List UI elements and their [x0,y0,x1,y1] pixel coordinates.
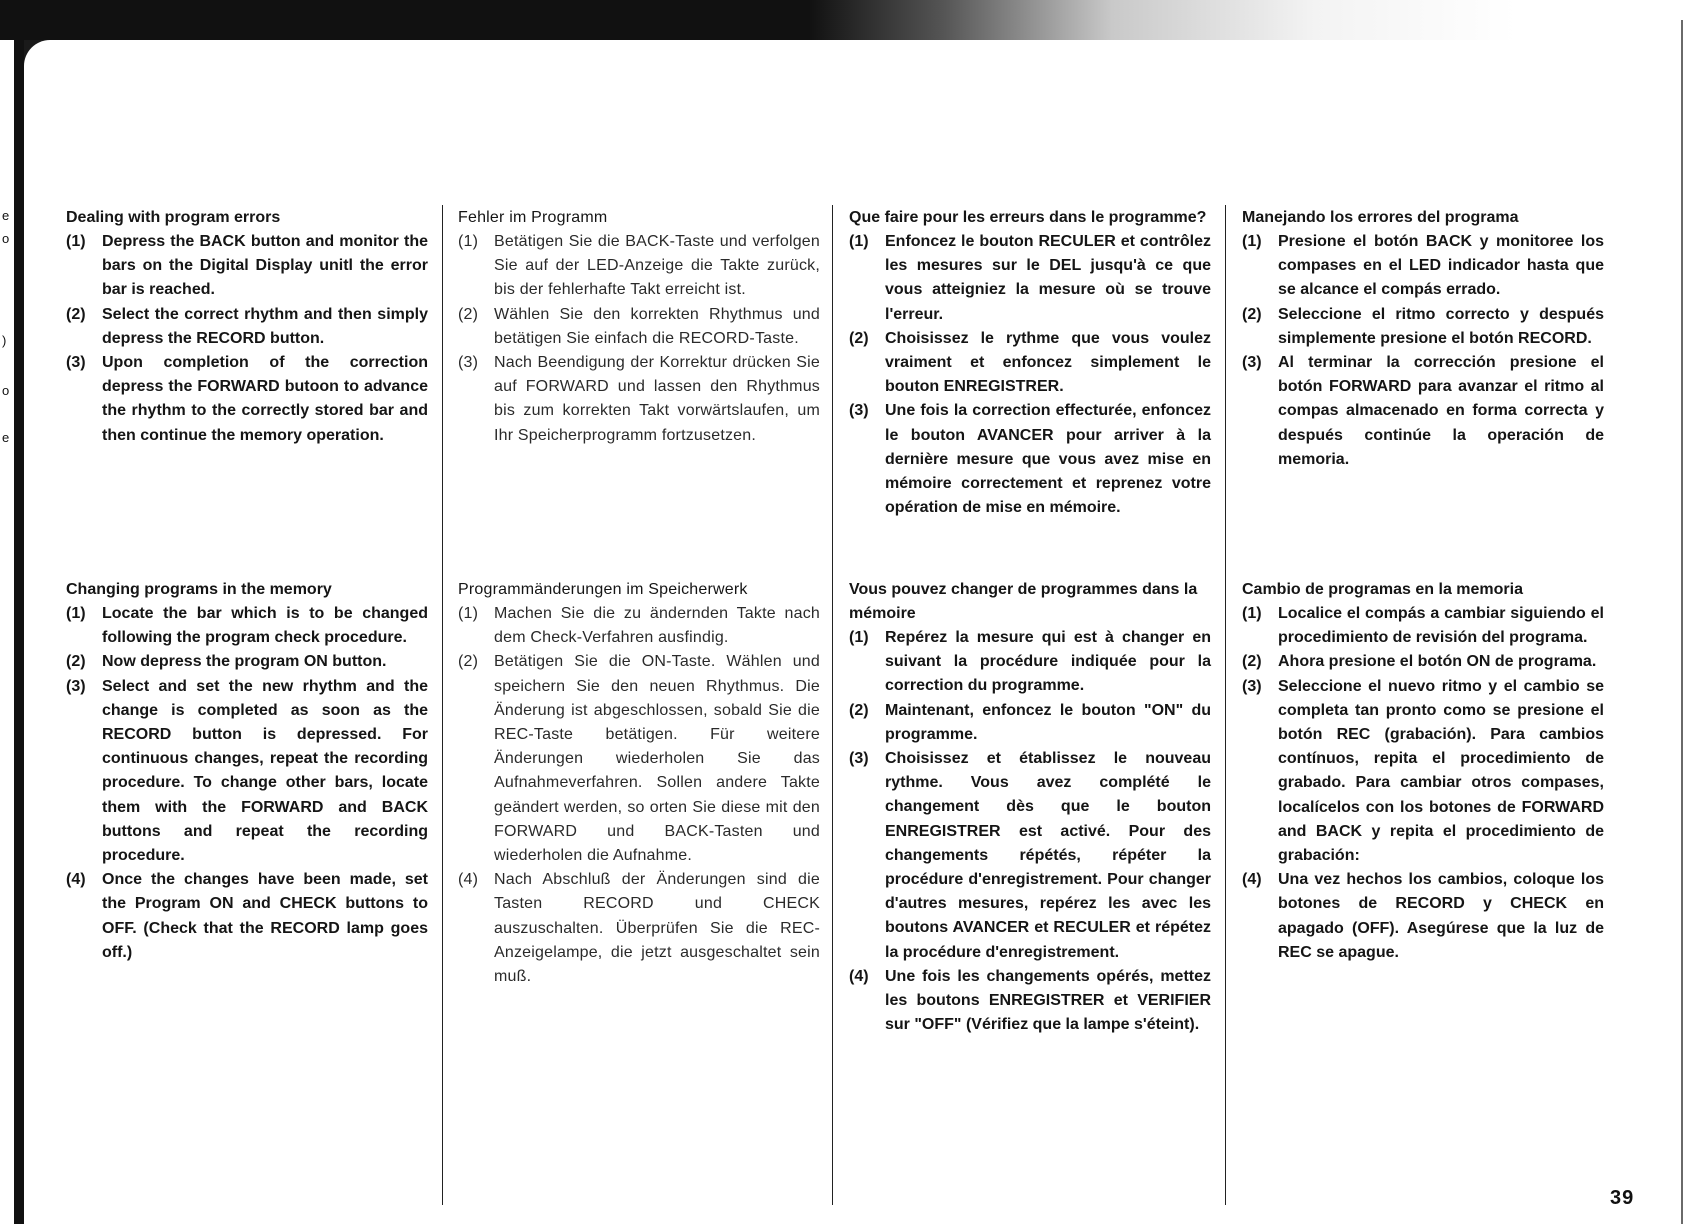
step-text: Une fois les changements opérés, mettez les boutons ENREGISTRER et VERIFIER sur "OFF" (Vérifiez que la lampe s'éteint). [885,967,1211,1034]
section-heading: Fehler im Programm [458,209,608,226]
step-text: Wählen Sie den korrekten Rhythmus und betätigen Sie einfach die RECORD-Taste. [494,305,820,347]
step-text: Upon completion of the correction depress the FORWARD butoon to advance the rhythm to the correctly stored bar and then continue the memory operation. [102,354,428,444]
scan-top-edge [0,0,1685,40]
step-text: Select the correct rhythm and then simply depress the RECORD button. [102,305,428,347]
step-item [458,230,820,303]
step-item [458,868,820,989]
step-number: (1) [458,233,479,250]
step-text: Seleccione el ritmo correcto y después simplemente presione el botón RECORD. [1278,305,1604,347]
step-item [849,626,1211,699]
section-program-errors [1242,206,1604,472]
step-number: (3) [849,402,869,420]
step-item [1242,675,1604,869]
section-heading: Dealing with program errors [66,209,281,226]
step-text: Choisissez et établissez le nouveau rythme. Vous avez complété le changement dès que le bouton ENREGISTRER est activé. Pour des changements répétés, répéter la procédure d'enregistrement. Pour changer d'autres mesures, repérez les avec les boutons AVANCER et RECULER et répétez la procédure d'enregistrement. [885,750,1211,961]
step-item [66,602,428,650]
step-number: (4) [849,967,869,985]
step-item [849,327,1211,400]
step-text: Machen Sie die zu ändernden Takte nach dem Check-Verfahren ausfindig. [494,605,820,647]
section-changing-programs [1242,578,1604,965]
step-number: (1) [849,233,869,250]
step-text: Una vez hechos los cambios, coloque los botones de RECORD y CHECK en apagado (OFF). Asegúrese que la luz de REC se apague. [1278,871,1604,961]
step-item [849,747,1211,965]
step-number: (2) [1242,653,1262,671]
section-changing-programs [458,578,820,989]
step-text: Depress the BACK button and monitor the bars on the Digital Display unitl the error bar is reached. [102,233,428,299]
step-text: Now depress the program ON button. [102,653,387,671]
step-item [1242,230,1604,303]
step-list [66,602,428,965]
step-item [1242,602,1604,650]
section-changing-programs [66,578,428,965]
step-item [66,675,428,869]
step-number: (1) [66,605,86,622]
step-number: (3) [66,354,86,372]
step-list [458,602,820,989]
step-text: Select and set the new rhythm and the change is completed as soon as the RECORD button is depressed. For continuous changes, repeat the recording procedure. To change other bars, locate them with the FORWARD and BACK buttons and repeat the recording procedure. [102,677,428,865]
step-list [1242,230,1604,472]
edge-mark: o [2,383,10,398]
step-item [849,399,1211,520]
step-item [1242,650,1604,674]
step-text: Locate the bar which is to be changed following the program check procedure. [102,605,428,647]
step-item [849,699,1211,747]
edge-mark: e [2,208,10,223]
section-heading: Programmänderungen im Speicherwerk [458,581,748,598]
step-number: (3) [1242,677,1262,695]
step-item [66,650,428,674]
step-number: (2) [1242,305,1262,323]
step-number: (1) [66,233,86,250]
step-text: Seleccione el nuevo ritmo y el cambio se completa tan pronto como se presione el botón REC (grabación). Para cambios contínuos, repita el procedimiento de grabado. Para cambiar otros compases, localícelos con los botones de FORWARD and BACK y repita el procedimiento de grabación: [1278,677,1604,865]
step-text: Maintenant, enfoncez le bouton "ON" du programme. [885,701,1211,743]
step-list [66,230,428,448]
step-number: (2) [849,329,869,347]
edge-mark: o [2,231,10,246]
step-number: (4) [1242,871,1262,889]
step-list [849,230,1211,520]
step-number: (3) [1242,354,1262,372]
section-heading: Que faire pour les erreurs dans le programme? [849,209,1207,226]
step-number: (3) [66,677,86,695]
step-number: (1) [1242,605,1262,622]
step-number: (1) [1242,233,1262,250]
step-number: (1) [458,605,479,622]
step-item [66,303,428,351]
step-item [1242,303,1604,351]
step-number: (3) [849,750,869,768]
section-program-errors [66,206,428,448]
edge-mark: e [2,430,10,445]
step-item [458,303,820,351]
step-list [458,230,820,448]
section-heading: Manejando los errores del programa [1242,209,1519,226]
step-text: Presione el botón BACK y monitoree los compases en el LED indicador hasta que se alcance el compás errado. [1278,233,1604,299]
step-text: Ahora presione el botón ON de programa. [1278,653,1597,671]
page-number: 39 [1610,1187,1635,1209]
step-item [66,868,428,965]
step-text: Once the changes have been made, set the Program ON and CHECK buttons to OFF. (Check that the RECORD lamp goes off.) [102,871,428,961]
step-list [1242,602,1604,965]
step-text: Une fois la correction effecturée, enfoncez le bouton AVANCER pour arriver à la dernière mesure que vous avez mise en mémoire correctement et reprenez votre opération de mise en mémoire. [885,402,1211,517]
step-item [66,230,428,303]
step-text: Repérez la mesure qui est à changer en suivant la procédure indiquée pour la correction du programme. [885,629,1211,695]
step-item [849,965,1211,1038]
step-item [458,602,820,650]
step-text: Betätigen Sie die ON-Taste. Wählen und speichern Sie den neuen Rhythmus. Die Änderung ist abgeschlossen, sobald Sie die REC-Taste betätigen. Für weitere Änderungen wiederholen Sie das Aufnahmeverfahren. Sollen andere Takte geändert werden, so orten Sie diese mit den FORWARD und BACK-Tasten und wiederholen die Aufnahme. [494,653,820,865]
step-text: Al terminar la corrección presione el botón FORWARD para avanzar el ritmo al compas almacenado en forma correcta y después continúe la operación de memoria. [1278,354,1604,468]
step-item [458,650,820,868]
step-text: Enfoncez le bouton RECULER et contrôlez les mesures sur le DEL jusqu'à ce que vous atteigniez la mesure où se trouve l'erreur. [885,233,1211,323]
step-text: Localice el compás a cambiar siguiendo el procedimiento de revisión del programa. [1278,605,1604,647]
column-divider [442,205,443,1205]
section-heading: Cambio de programas en la memoria [1242,581,1523,598]
step-text: Nach Beendigung der Korrektur drücken Sie auf FORWARD und lassen den Rhythmus bis zum korrekten Takt vorwärtslaufen, um Ihr Speicherprogramm fortzusetzen. [494,354,820,444]
section-changing-programs [849,578,1211,1037]
section-program-errors [849,206,1211,520]
step-number: (4) [66,871,86,889]
step-text: Nach Abschluß der Änderungen sind die Tasten RECORD und CHECK auszuschalten. Überprüfen Sie die REC-Anzeigelampe, die jetzt ausgeschaltet sein muß. [494,871,820,986]
column-divider [1225,205,1226,1205]
step-number: (2) [849,701,869,719]
step-list [849,626,1211,1037]
step-number: (2) [458,653,479,671]
section-heading: Changing programs in the memory [66,581,332,598]
step-item [1242,868,1604,965]
step-item [1242,351,1604,472]
right-margin-rule [1681,20,1683,1224]
section-heading: Vous pouvez changer de programmes dans la mémoire [849,581,1198,622]
step-item [849,230,1211,327]
step-number: (2) [66,653,86,671]
step-text: Choisissez le rythme que vous voulez vraiment et enfoncez simplement le bouton ENREGISTRER. [885,329,1211,396]
column-divider [832,205,833,1205]
step-item [458,351,820,448]
step-text: Betätigen Sie die BACK-Taste und verfolgen Sie auf der LED-Anzeige die Takte zurück, bis der fehlerhafte Takt erreicht ist. [494,233,820,299]
step-item [66,351,428,448]
section-program-errors [458,206,820,448]
step-number: (1) [849,629,869,646]
step-number: (2) [66,305,86,323]
step-number: (3) [458,354,479,372]
edge-mark: ) [2,333,7,348]
step-number: (2) [458,305,479,323]
step-number: (4) [458,871,479,889]
